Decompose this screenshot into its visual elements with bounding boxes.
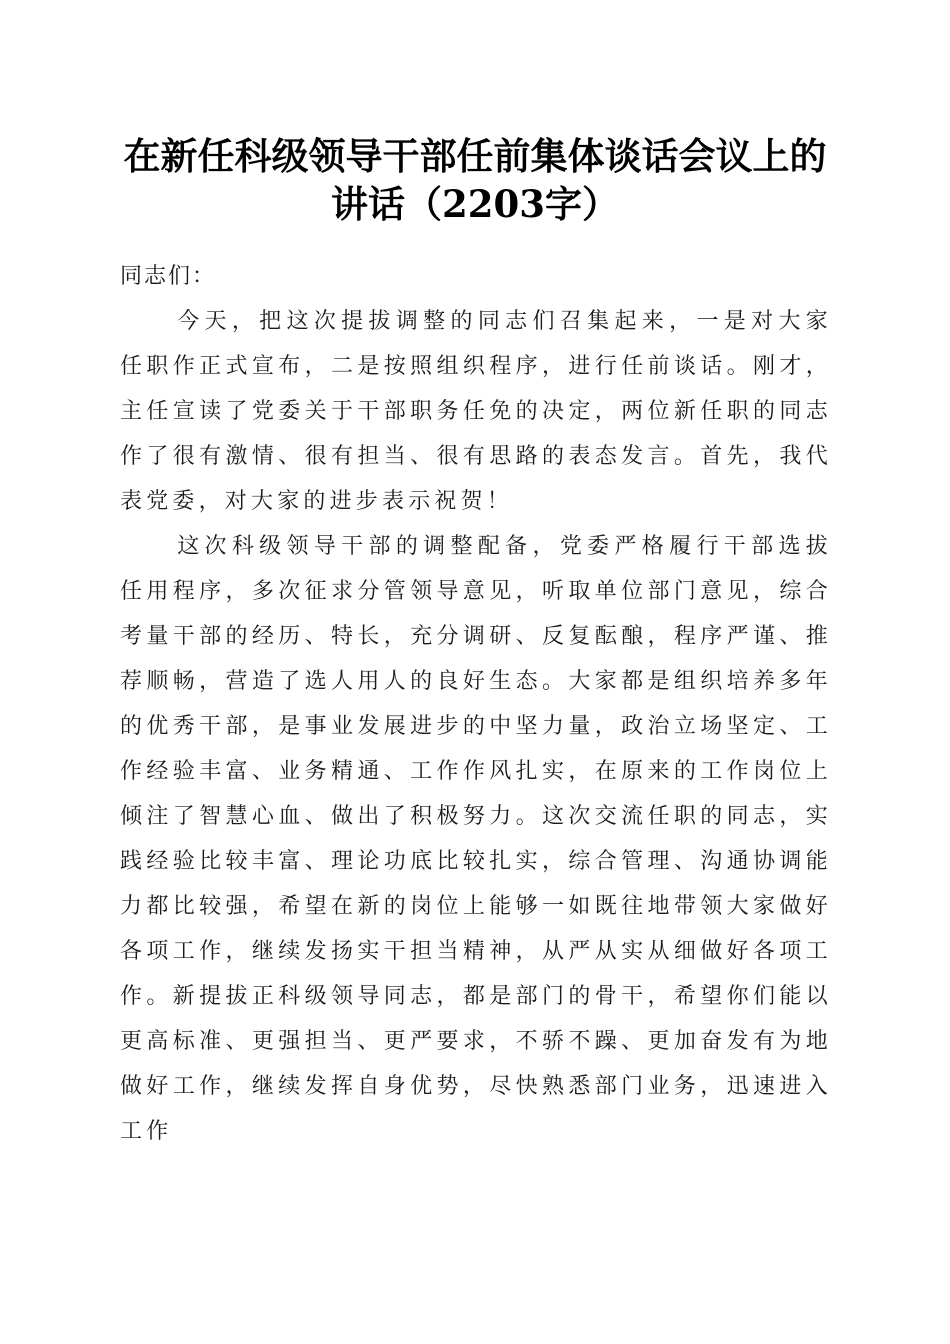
paragraph: 今天，把这次提拔调整的同志们召集起来，一是对大家任职作正式宣布，二是按照组织程序，进行任前谈话。刚才，主任宣读了党委关于干部职务任免的决定，两位新任职的同志作了很有激情、很有担当、很有思路的表态发言。首先，我代表党委，对大家的进步表示祝贺！ <box>120 309 832 514</box>
paragraph: 这次科级领导干部的调整配备，党委严格履行干部选拔任用程序，多次征求分管领导意见，听取单位部门意见，综合考量干部的经历、特长，充分调研、反复酝酿，程序严谨、推荐顺畅，营造了选人用人的良好生态。大家都是组织培养多年的优秀干部，是事业发展进步的中坚力量，政治立场坚定、工作经验丰富、业务精通、工作作风扎实，在原来的工作岗位上倾注了智慧心血、做出了积极努力。这次交流任职的同志，实践经验比较丰富、理论功底比较扎实，综合管理、沟通协调能力都比较强，希望在新的岗位上能够一如既往地带领大家做好各项工作，继续发扬实干担当精神，从严从实从细做好各项工作。新提拔正科级领导同志，都是部门的骨干，希望你们能以更高标准、更强担当、更严要求，不骄不躁、更加奋发有为地做好工作，继续发挥自身优势，尽快熟悉部门业务，迅速进入工作 <box>120 534 832 1144</box>
document-body <box>120 254 832 1154</box>
salutation: 同志们： <box>120 264 217 289</box>
document-title: 在新任科级领导干部任前集体谈话会议上的讲话（2203字） <box>123 134 827 226</box>
